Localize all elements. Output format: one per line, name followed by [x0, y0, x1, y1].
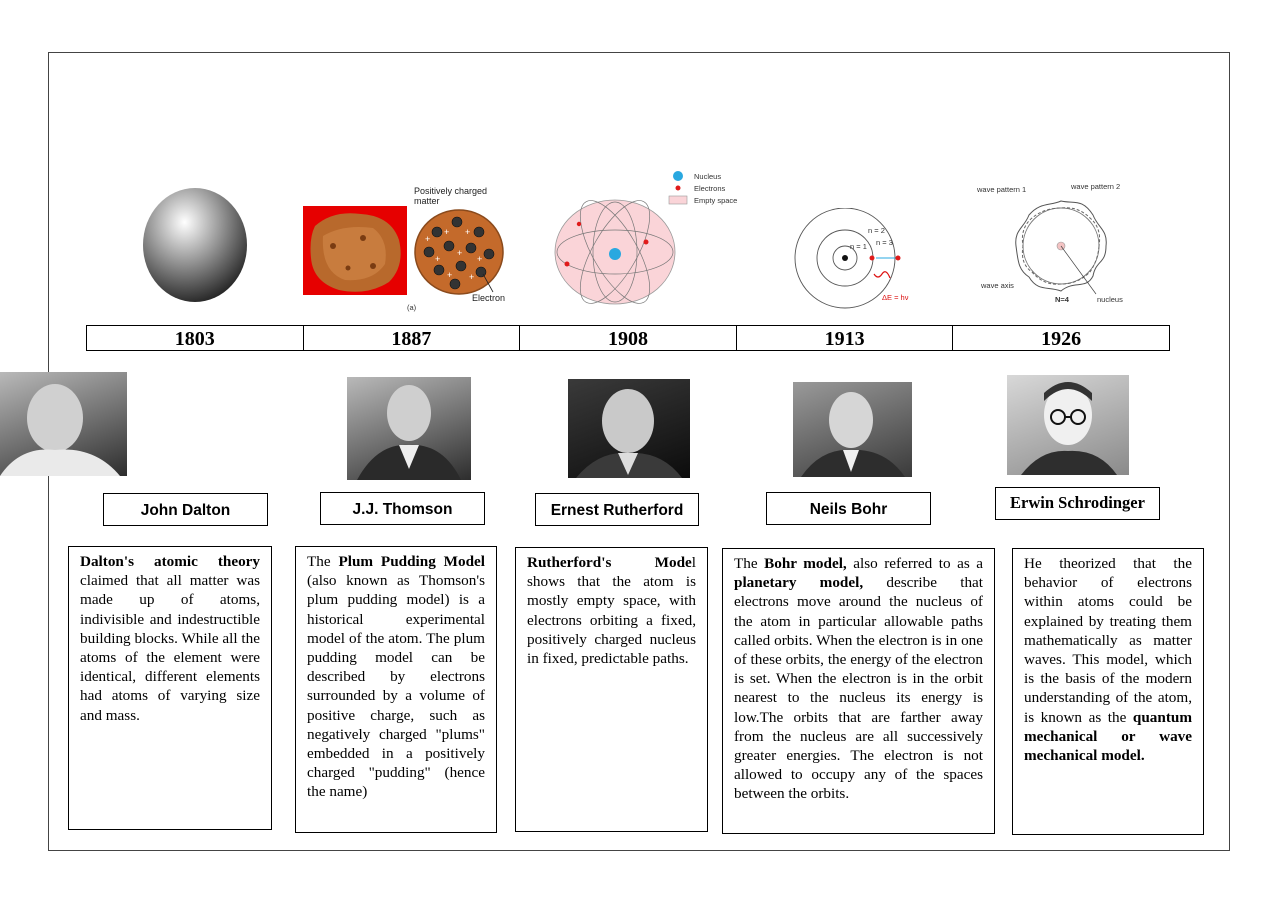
dalton-sphere-illustration: [140, 186, 250, 304]
schrodinger-axis-label: wave axis: [981, 281, 1014, 290]
svg-text:+: +: [469, 272, 475, 282]
bohr-energy-label: ΔE = hν: [882, 293, 909, 302]
year-cell: 1887: [304, 326, 521, 350]
schrodinger-n4-label: N=4: [1055, 295, 1069, 304]
schrodinger-wave-diagram: [998, 190, 1124, 302]
year-cell: 1908: [520, 326, 737, 350]
rutherford-name-box: Ernest Rutherford: [535, 493, 699, 526]
rutherford-space-label: Empty space: [694, 196, 738, 205]
dalton-name-box: John Dalton: [103, 493, 268, 526]
thomson-atom-diagram: [413, 208, 505, 296]
year-cell: 1803: [87, 326, 304, 350]
year-cell: 1913: [737, 326, 954, 350]
dalton-description-text: claimed that all matter was made up of atoms, indivisible and indestructible building blocks. While all the atoms of the element were identical, different elements had atoms of varying size and mass.: [80, 572, 260, 724]
rutherford-portrait: [568, 379, 690, 478]
rutherford-electrons-label: Electrons: [694, 184, 726, 193]
svg-text:+: +: [465, 227, 471, 237]
dalton-description-bold: Dalton's atomic theory: [80, 553, 260, 570]
schrodinger-wave1-label: wave pattern 1: [977, 185, 1027, 194]
bohr-description-text0: The: [734, 555, 765, 572]
rutherford-legend-swatches: [668, 169, 688, 209]
bohr-description-bold2: planetary model,: [734, 574, 864, 592]
svg-text:+: +: [425, 234, 431, 244]
rutherford-description-bold: Rutherford's Mode: [527, 554, 692, 571]
svg-text:+: +: [457, 248, 463, 258]
svg-text:+: +: [477, 254, 483, 264]
thomson-portrait: [347, 377, 471, 480]
rutherford-atom-diagram: [553, 198, 677, 306]
schrodinger-nucleus-label: nucleus: [1097, 295, 1123, 304]
thomson-matter-label: Positively charged matter: [414, 186, 488, 206]
thomson-description-text: (also known as Thomson's plum pudding model) is a historical experimental model of the atom. The plum pudding model can be described by electrons surrounded by a volume of positive charge, such as negatively charged "plums" embedded in a positively charged "pudding" (hence the name): [307, 572, 485, 801]
bohr-description: [722, 548, 995, 834]
thomson-pudding-photo: [303, 206, 407, 295]
schrodinger-name-box: Erwin Schrodinger: [995, 487, 1160, 520]
rutherford-description-text: l shows that the atom is mostly empty space, with electrons orbiting a fixed, positively charged nucleus in fixed, predictable paths.: [527, 554, 696, 668]
bohr-n1-label: n = 1: [850, 242, 867, 251]
thomson-description-bold: Plum Pudding Model: [338, 553, 485, 570]
dalton-portrait: [0, 372, 127, 476]
bohr-n3-label: n = 3: [876, 238, 893, 247]
thomson-description: [295, 546, 497, 833]
thomson-name-box: J.J. Thomson: [320, 492, 485, 525]
bohr-description-bold1: Bohr model,: [764, 555, 847, 572]
thomson-description-text0: The: [307, 553, 339, 570]
timeline-year-row: [86, 325, 1170, 351]
svg-text:+: +: [444, 227, 450, 237]
bohr-portrait: [793, 382, 912, 477]
bohr-description-text2: describe that electrons move around the nucleus of the atom in particular allowable paths called orbits. When the electron is in one of these orbits, the energy of the electron is set. When the electron is in the orbit nearest to the nucleus its energy is low.The orbits that are farther away from the nucleus are all successively greater energies. The electron is not allowed to occupy any of the spaces between the orbits.: [734, 574, 984, 803]
schrodinger-wave2-label: wave pattern 2: [1071, 182, 1121, 191]
schrodinger-description-text: He theorized that the behavior of electrons within atoms could be explained by treating them mathematically as matter waves. This model, which is the basis of the modern understanding of the atom, is known as the: [1024, 555, 1192, 726]
svg-text:+: +: [435, 254, 441, 264]
rutherford-description: [515, 547, 708, 832]
rutherford-nucleus-label: Nucleus: [694, 172, 722, 181]
thomson-electron-label: Electron: [472, 293, 506, 303]
schrodinger-portrait: [1007, 375, 1129, 475]
dalton-description: [68, 546, 272, 830]
svg-text:+: +: [447, 270, 453, 280]
thomson-sub-label: (a): [407, 303, 417, 312]
bohr-n2-label: n = 2: [868, 226, 885, 235]
schrodinger-description-bold: quantum mechanical or wave mechanical model.: [1024, 708, 1192, 765]
bohr-description-text1: also referred to as a: [846, 555, 983, 572]
schrodinger-description: [1012, 548, 1204, 835]
bohr-name-box: Neils Bohr: [766, 492, 931, 525]
year-cell: 1926: [1041, 328, 1082, 350]
